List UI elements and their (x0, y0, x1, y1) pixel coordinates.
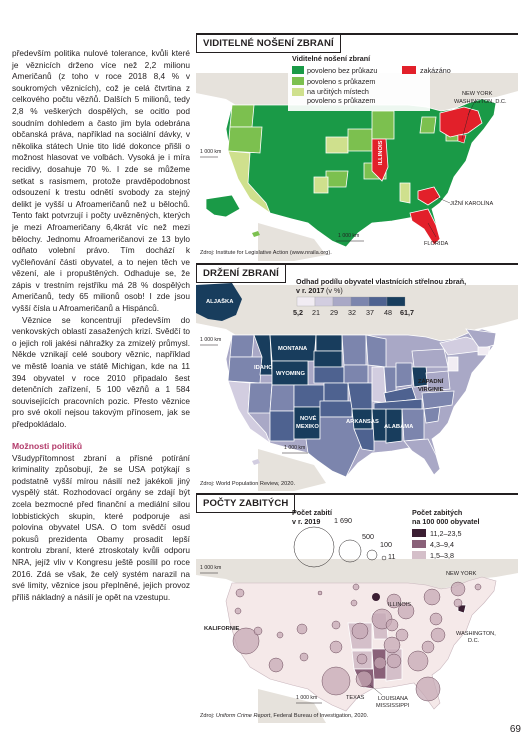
legend-killed-title-1: Počet zabití (292, 508, 332, 517)
legend-value-11: 11 (388, 552, 396, 561)
state-illinois (372, 367, 386, 403)
legend-swatch-carry-no-permit (292, 66, 304, 74)
legend-swatch-forbidden (402, 66, 416, 74)
state-michigan (372, 111, 394, 139)
scale-main-map3: 1 000 km (296, 695, 318, 701)
scale-main-map1: 1 000 km (338, 233, 360, 239)
legend-break-3: 29 (330, 308, 338, 317)
legend-forbidden: zakázáno (420, 66, 451, 75)
legend-swatch-6 (387, 297, 405, 306)
legend-value-100: 100 (380, 540, 392, 549)
state-ohio (396, 363, 412, 387)
scale-alaska-map3: 1 000 km (200, 565, 222, 571)
page-number: 69 (509, 724, 521, 735)
state-arizona (270, 411, 294, 441)
scale-alaska-map1: 1 000 km (200, 149, 222, 155)
source-map3-prefix: Zdroj: (200, 713, 216, 719)
label-new-mexico-1: NOVÉ (300, 416, 317, 422)
map-open-carry (196, 33, 518, 261)
legend-rate-swatch-low (412, 551, 426, 559)
legend-carry-no-permit: povoleno bez průkazu (307, 66, 378, 75)
legend-rate-swatch-mid (412, 540, 426, 548)
legend-rate-title-2: na 100 000 obyvatel (412, 517, 480, 526)
circle-washington-state (236, 589, 244, 597)
circle-missouri (352, 623, 368, 639)
map-gun-ownership (196, 263, 518, 491)
legend-killed-title-2: v r. 2019 (292, 517, 321, 526)
legend-title-2: v r. 2017 (296, 286, 325, 295)
legend-rate-mid: 4,3–9,4 (430, 540, 454, 549)
circle-utah (277, 632, 283, 638)
circle-nevada (254, 627, 262, 635)
state-florida (404, 439, 440, 475)
label-west-virginia-2: VIRGINIE (418, 387, 444, 393)
source-map3 (200, 713, 368, 719)
label-new-york: NEW YORK (446, 571, 477, 577)
map-open-carry-panel (196, 33, 518, 261)
label-arkansas: ARKANSAS (346, 419, 379, 425)
label-texas: TEXAS (346, 695, 365, 701)
state-new-jersey (448, 357, 458, 371)
legend-rate-high: 11,2–23,5 (430, 529, 462, 538)
label-washington-2: D.C. (468, 638, 480, 644)
state-oklahoma (326, 171, 348, 187)
label-california: KALIFORNIE (204, 626, 240, 632)
state-north-dakota (316, 335, 342, 351)
circle-oregon (235, 608, 241, 614)
circle-minnesota (353, 584, 359, 590)
state-texas-panhandle (314, 177, 328, 193)
state-south-carolina (424, 407, 440, 423)
label-alabama: ALABAMA (384, 424, 414, 430)
state-wisconsin (366, 335, 386, 367)
legend-swatch-5 (369, 297, 387, 306)
label-illinois: ILLINOIS (378, 140, 384, 165)
legend-scale-bar (297, 297, 405, 306)
circle-kansas (332, 621, 340, 629)
state-south-dakota (314, 351, 342, 367)
state-utah (270, 385, 294, 411)
label-washington-1: WASHINGTON, (456, 631, 496, 637)
legend-value-1690: 1 690 (334, 516, 352, 525)
state-kansas (324, 383, 348, 401)
state-indiana (384, 367, 396, 393)
circle-oklahoma (330, 641, 342, 653)
label-illinois: ILLINOIS (388, 602, 412, 608)
state-new-england-a (420, 117, 436, 133)
label-washington-dc: WASHINGTON, D.C. (454, 99, 507, 105)
circle-alabama (387, 654, 401, 668)
scale-main-map2: 1 000 km (284, 445, 306, 451)
circle-texas (322, 667, 350, 695)
label-montana: MONTANA (278, 346, 308, 352)
state-iowa (344, 365, 368, 383)
circle-georgia (408, 651, 428, 671)
legend-break-1: 5,2 (293, 308, 303, 317)
circle-new-york (451, 582, 465, 596)
legend-title-1: Odhad podílu obyvatel vlastnících střelnou zbraň, (296, 277, 467, 286)
legend-break-6: 48 (384, 308, 392, 317)
state-pennsylvania (412, 349, 448, 367)
legend-break-7: 61,7 (400, 308, 414, 317)
circle-new-mexico (300, 653, 308, 661)
state-oregon (228, 127, 262, 153)
state-new-mexico (294, 407, 320, 439)
circle-iowa (351, 600, 357, 606)
map-gun-ownership-panel (196, 263, 518, 491)
circle-florida (416, 677, 440, 701)
circle-south-carolina (422, 641, 434, 653)
state-colorado (294, 385, 324, 407)
legend-circle-500 (339, 540, 361, 562)
legend-swatch-carry-permit (292, 77, 304, 85)
label-louisiana: LOUISIANA (378, 696, 408, 702)
legend-swatch-carry-partial (292, 88, 304, 96)
section-heading: Možnosti politiků (12, 440, 83, 451)
label-new-york: NEW YORK (462, 91, 493, 97)
legend-break-5: 37 (366, 308, 374, 317)
map-gun-ownership-title: DRŽENÍ ZBRANÍ (196, 265, 286, 283)
circle-indiana (386, 619, 398, 631)
state-missouri (348, 383, 372, 409)
legend-carry-partial-2: povoleno s průkazem (307, 96, 376, 105)
circle-arkansas (357, 654, 367, 664)
circle-dakota (318, 591, 322, 595)
source-map1: Zdroj: Institute for Legislative Action (www.nraila.org). (200, 250, 332, 256)
circle-north-carolina (431, 628, 445, 642)
map-homicides-panel (196, 493, 518, 723)
state-oklahoma (320, 401, 352, 417)
label-wyoming: WYOMING (276, 371, 305, 377)
label-florida: FLORIDA (424, 241, 449, 247)
circle-louisiana (356, 671, 372, 687)
circle-arizona (269, 658, 283, 672)
legend-swatch-1 (297, 297, 315, 306)
circle-virginia (430, 613, 442, 625)
label-mississippi: MISSISSIPPI (376, 703, 410, 709)
legend-swatch-3 (333, 297, 351, 306)
state-minnesota (342, 335, 366, 365)
circle-pennsylvania (424, 589, 440, 605)
state-massachusetts (478, 347, 490, 355)
legend-break-4: 32 (348, 308, 356, 317)
legend-value-500: 500 (362, 532, 374, 541)
legend-rate-swatch-high (412, 529, 426, 537)
label-west-virginia-1: ZÁPADNÍ (418, 379, 444, 385)
circle-tennessee (384, 637, 400, 653)
legend-swatch-4 (351, 297, 369, 306)
circle-massachusetts (475, 584, 481, 590)
dot-illinois-rate (372, 593, 380, 601)
circle-colorado (297, 624, 307, 634)
label-new-mexico-2: MEXIKO (296, 424, 319, 430)
paragraph-1: především politika nulové tolerance, kvůli které je věznicích drženo více než 2,2 milionu Američanů (z toho v roce 2018 8,4 % v soukromých věznicích), což je celá čtvrtina z celkového počtu vězňů. Dalších 5 milionů, tedy 2,8 % veškerých dospělých, se ocitlo pod soudním dohledem a často jim byla odebrána občanská práva, například na sociální dávky, v několika státech Unie tito lidé dokonce přišli o možnost hlasovat ve volbách. Vysoká je i míra recidivy, dosahuje 70 %. I zde se můžeme setkat s rasismem, protože pravděpodobnost odsouzení k trestu odnětí svobody za stejný delikt je vyšší u Afroameričanů než u bělochů. Tento fakt potvrzují i počty uvězněných, kterých je mezi Afroameričany 6,4krát víc než mezi bělochy. Jednomu Afroameričanovi ze 13 bylo odňato volební právo. Tím dochází k vyčleňování části obyvatel, a to nejen těch ve vězení, ale i propuštěných. Odhaduje se, že zápis v trestním rejstříku má 28 % dospělých Američanů, tedy 65 milionů osob! I zde jsou vyšší čísla u Afroameričanů a Hispánců. (12, 48, 190, 314)
legend-circle-100 (367, 550, 377, 560)
map-open-carry-title: VIDITELNÉ NOŠENÍ ZBRANÍ (196, 35, 341, 53)
dot-dc-rate (460, 607, 465, 612)
legend-rate-low: 1,5–3,8 (430, 551, 454, 560)
article-column (12, 48, 190, 603)
legend-unit: (v %) (326, 286, 343, 295)
label-alaska: ALJAŠKA (206, 299, 234, 305)
state-nevada (248, 383, 272, 413)
circle-mississippi (374, 657, 386, 669)
scale-alaska-map2: 1 000 km (200, 337, 222, 343)
label-south-carolina: JIŽNÍ KAROLÍNA (450, 201, 494, 207)
state-georgia (400, 183, 410, 203)
state-washington (230, 335, 254, 357)
source-map3-suffix: , Federal Bureau of Investigation, 2020. (270, 713, 369, 719)
circle-maryland (454, 599, 462, 607)
source-map3-title: Uniform Crime Report (215, 713, 271, 719)
source-map2: Zdroj: World Population Review, 2020. (200, 481, 296, 487)
state-washington (230, 105, 254, 127)
state-iowa (348, 129, 372, 151)
state-alaska (206, 195, 240, 217)
legend-rate-title-1: Počet zabitých (412, 508, 463, 517)
legend-carry-partial-1: na určitých místech (307, 87, 369, 96)
paragraph-3: Všudypřítomnost zbraní a přísné potírání kriminality způsobují, že se USA potýkají s podstatně vyšší mírou násilí než jakékoli jiný vyspělý stát. Rozhodovací orgány se zdají být zcela bezmocné před finanční a mediální silou lobbistických skupin, které podporuje asi polovina obyvatel USA. O tom svědčí osud pokusů prezidenta Obamy prosadit lepší kontrolu zbraní, které ztroskotaly kvůli odporu NRA, jejíž vliv v Kongresu ještě posílil po roce 2016. Zdá se však, že celý systém narazil na své limity, věznice jsou přeplněné, jejich provoz příliš nákladný a násilí je opět na vzestupu. (12, 452, 190, 602)
state-nebraska (314, 367, 344, 383)
legend-title: Viditelné nošení zbraní (292, 54, 371, 63)
paragraph-2: Věznice se koncentrují především do venkovských oblastí zasažených krizí. Svědčí to o jejich roli jakési náhražky za zmizelý průmysl. Někde vznikají celé soubory věznic, například ve městě Ioania ve státě Michigan, kde na 11 394 obyvatel v roce 2010 připadalo šest detenčních zařízení, 5 100 vězňů a 1 584 souvisejících pracovních pozic. Přesto věznice pro své okolí nejsou takovým přínosem, jak se předpokládalo. (12, 314, 190, 429)
legend-carry-permit: povoleno s průkazem (307, 77, 376, 86)
label-idaho: IDAHO (254, 365, 273, 371)
map-homicides-title: POČTY ZABITÝCH (196, 495, 295, 513)
legend-break-2: 21 (312, 308, 320, 317)
legend-swatch-2 (315, 297, 333, 306)
map-homicides (196, 493, 518, 723)
state-nebraska (326, 137, 348, 153)
state-florida (410, 209, 440, 245)
